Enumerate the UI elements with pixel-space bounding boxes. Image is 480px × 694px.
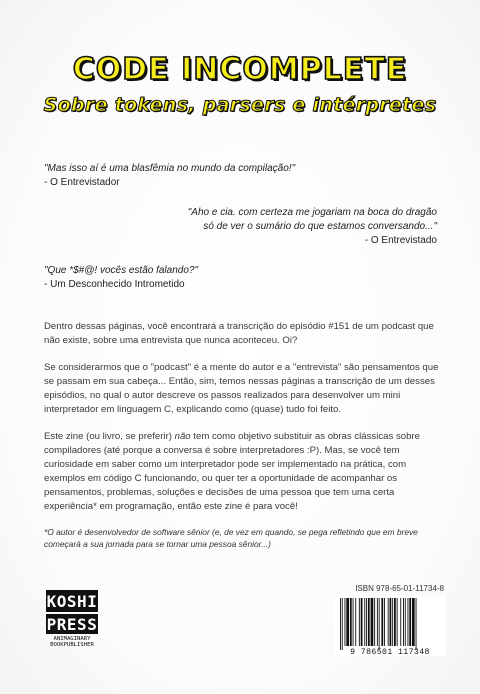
quote-intruder xyxy=(44,264,198,292)
publisher-logo-line4: BOOKPUBLISHER xyxy=(50,642,94,646)
blurb-p3-end: tem como objetivo substituir as obras clássicas sobre compiladores (até porque a conversa é sobre interpretadores :P). Mas, se você tem curiosidade em saber como um interpretador pode ser implementado na prática, com exemplos em código C funcionando, ou quer ter a oportunidade de acompanhar os pensamentos, problemas, soluções e decisões de uma pessoa que tem uma certa experiência* em programação, então este zine é para você! xyxy=(44,431,420,512)
barcode-bar xyxy=(355,598,356,646)
quote-author: - O Entrevistado xyxy=(364,235,437,246)
publisher-logo-line1: KOSHI xyxy=(46,592,98,611)
quote-interviewer xyxy=(44,162,295,190)
blurb-p3-emphasis: não xyxy=(174,431,191,442)
author-footnote: *O autor é desenvolvedor de software sênior (e, de vez em quando, se pega refletindo que em breve começará a sua jornada para se tornar uma pessoa sênior...) xyxy=(44,527,418,549)
barcode-digits: 9 786501 117348 xyxy=(350,648,430,657)
book-subtitle: Sobre tokens, parsers e intérpretes xyxy=(43,94,437,116)
barcode-bar xyxy=(397,598,398,646)
barcode-bar xyxy=(409,598,411,646)
barcode-bar xyxy=(353,598,354,646)
barcode-bar xyxy=(361,598,363,646)
barcode-bar xyxy=(342,598,343,650)
barcode-bar xyxy=(350,598,352,646)
barcode-bar xyxy=(416,598,417,650)
barcode-bar xyxy=(390,598,392,646)
barcode-bar xyxy=(366,598,367,646)
quote-interviewee xyxy=(188,206,437,248)
publisher-logo-line2: PRESS xyxy=(46,615,98,634)
quote-text: "Mas isso aí é uma blasfêmia no mundo da compilação!" xyxy=(44,163,296,174)
book-title: CODE INCOMPLETE xyxy=(72,52,408,87)
barcode-bar xyxy=(381,598,383,646)
barcode-bar xyxy=(400,598,401,646)
barcode-bar xyxy=(374,598,375,646)
barcode-bar xyxy=(368,598,370,646)
quote-author: - O Entrevistador xyxy=(44,177,120,188)
barcode-bar xyxy=(412,598,415,646)
barcode-bar xyxy=(392,598,393,646)
barcode-bar xyxy=(345,598,346,646)
blurb-paragraph-2: Se considerarmos que o "podcast" é a mente do autor e a "entrevista" são pensamentos que se passam em sua cabeça... Então, sim, temos nessas páginas a transcrição de um desses episódios, no qual o autor descreve os passos realizados para desenvolver um mini interpretador em linguagem C, explicando como (quase) tudo foi feito. xyxy=(44,362,439,415)
barcode xyxy=(334,596,446,656)
barcode-bar xyxy=(359,598,360,646)
barcode-bar xyxy=(408,598,409,646)
quote-text: "Que *$#@! vocês estão falando?" xyxy=(44,265,199,276)
barcode-bar xyxy=(379,598,380,650)
barcode-bar xyxy=(403,598,404,646)
blurb-paragraph-1: Dentro dessas páginas, você encontrará a transcrição do episódio #151 de um podcast que não existe, sobre uma entrevista que nunca aconteceu. Oi? xyxy=(44,321,434,346)
quote-text-line2: só de ver o sumário do que estamos conversando..." xyxy=(203,221,437,232)
barcode-bar xyxy=(377,598,378,646)
blurb xyxy=(44,320,442,527)
blurb-paragraph-3 xyxy=(44,430,442,514)
blurb-p3-start: Este zine (ou livro, se preferir) xyxy=(44,431,175,442)
isbn-label: ISBN 978-65-01-11734-8 xyxy=(355,584,444,593)
barcode-bar xyxy=(394,598,396,646)
barcode-bar xyxy=(384,598,385,646)
barcode-bar xyxy=(340,598,341,650)
barcode-bar xyxy=(388,598,389,646)
barcode-bar xyxy=(405,598,406,646)
barcode-bar xyxy=(371,598,374,646)
publisher-logo-line3: ANIMAGINARY xyxy=(53,636,91,642)
publisher-logo xyxy=(46,590,98,646)
quote-text-line1: "Aho e cia. com certeza me jogariam na boca do dragão xyxy=(187,207,437,218)
quote-author: - Um Desconhecido Intrometido xyxy=(44,279,185,290)
barcode-bar xyxy=(364,598,365,646)
barcode-bar xyxy=(346,598,349,646)
